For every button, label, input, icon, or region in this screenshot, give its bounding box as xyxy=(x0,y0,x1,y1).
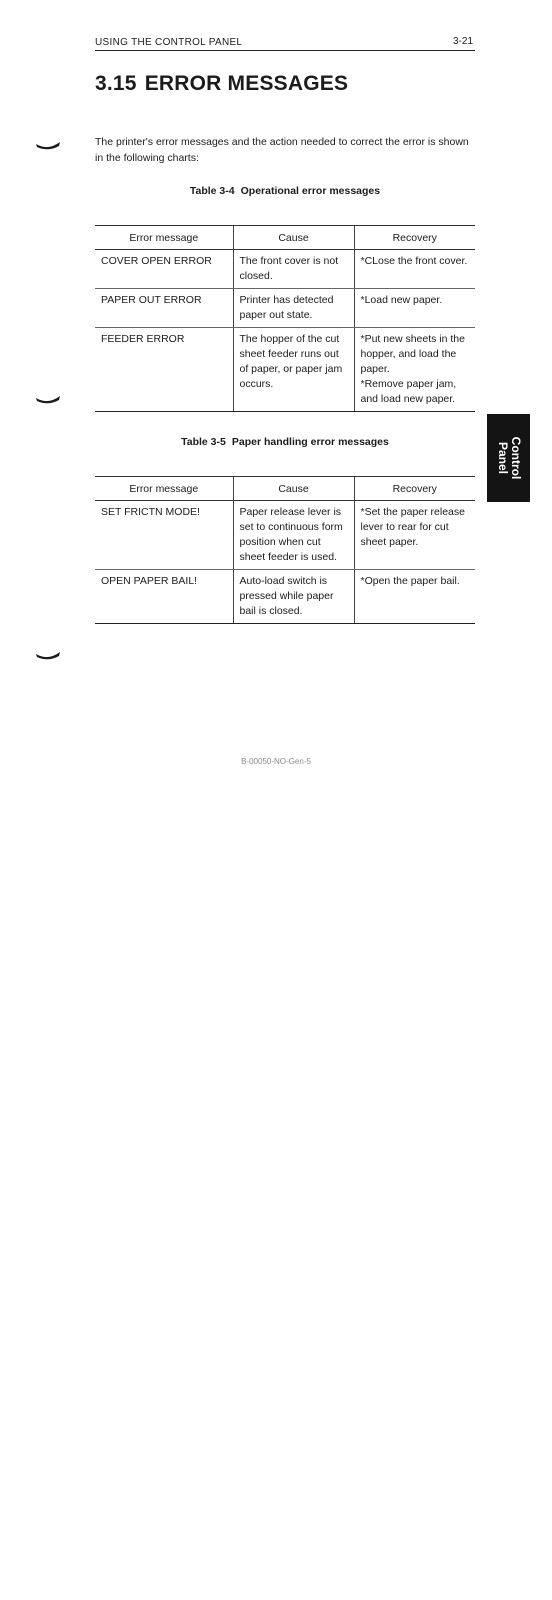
cause-cell: Printer has detected paper out state. xyxy=(233,289,354,328)
table-row xyxy=(95,328,475,412)
error-message-cell: FEEDER ERROR xyxy=(95,328,233,412)
section-title xyxy=(95,72,348,96)
table-title: Operational error messages xyxy=(240,185,381,197)
cause-cell: Auto-load switch is pressed while paper bail is closed. xyxy=(233,570,354,624)
section-heading: ERROR MESSAGES xyxy=(144,72,349,95)
recovery-step: *Set the paper release lever to rear for cut sheet paper. xyxy=(360,506,465,548)
paper-handling-error-table xyxy=(95,476,475,624)
binder-mark-icon xyxy=(36,652,60,660)
table-row xyxy=(95,501,475,570)
table-row xyxy=(95,289,475,328)
recovery-step: *Open the paper bail. xyxy=(360,575,460,587)
recovery-cell xyxy=(354,501,475,570)
table-title: Paper handling error messages xyxy=(231,436,389,448)
recovery-cell xyxy=(354,328,475,412)
section-side-tab xyxy=(487,414,530,502)
error-message-cell: OPEN PAPER BAIL! xyxy=(95,570,233,624)
recovery-step: *Put new sheets in the hopper, and load the paper. xyxy=(360,333,465,375)
table-header-row xyxy=(95,477,475,501)
binder-mark-icon xyxy=(36,396,60,404)
error-message-cell: SET FRICTN MODE! xyxy=(95,501,233,570)
running-header xyxy=(95,36,475,51)
side-tab-label xyxy=(496,437,522,480)
column-header-recovery: Recovery xyxy=(354,477,475,501)
recovery-cell xyxy=(354,570,475,624)
cause-cell: Paper release lever is set to continuous form position when cut sheet feeder is used. xyxy=(233,501,354,570)
side-tab-line-1: Control xyxy=(508,436,523,480)
operational-error-table xyxy=(95,225,475,412)
table-number: Table 3-4 xyxy=(189,185,235,197)
recovery-step: *Load new paper. xyxy=(360,294,443,306)
error-message-cell: PAPER OUT ERROR xyxy=(95,289,233,328)
table-row xyxy=(95,250,475,289)
page-number: 3-21 xyxy=(452,36,473,47)
table-caption-paper-handling xyxy=(95,436,475,448)
running-title: USING THE CONTROL PANEL xyxy=(95,37,243,48)
intro-paragraph: The printer's error messages and the action needed to correct the error is shown in the following charts: xyxy=(95,135,469,164)
section-number: 3.15 xyxy=(95,72,137,95)
page-footer: B-00050-NO-Gen-5 xyxy=(241,757,311,766)
column-header-error-message: Error message xyxy=(95,477,233,501)
cause-cell: The hopper of the cut sheet feeder runs out of paper, or paper jam occurs. xyxy=(233,328,354,412)
recovery-cell xyxy=(354,250,475,289)
column-header-cause: Cause xyxy=(233,477,354,501)
binder-mark-icon xyxy=(36,142,60,150)
error-message-cell: COVER OPEN ERROR xyxy=(95,250,233,289)
table-header-row xyxy=(95,226,475,250)
recovery-step: *CLose the front cover. xyxy=(360,255,468,267)
recovery-cell xyxy=(354,289,475,328)
recovery-step: *Remove paper jam, and load new paper. xyxy=(360,378,457,405)
cause-cell: The front cover is not closed. xyxy=(233,250,354,289)
column-header-recovery: Recovery xyxy=(354,226,475,250)
table-caption-operational xyxy=(95,185,475,197)
column-header-error-message: Error message xyxy=(95,226,233,250)
table-row xyxy=(95,570,475,624)
table-number: Table 3-5 xyxy=(181,436,226,448)
side-tab-line-2: Panel xyxy=(495,441,510,474)
column-header-cause: Cause xyxy=(233,226,354,250)
